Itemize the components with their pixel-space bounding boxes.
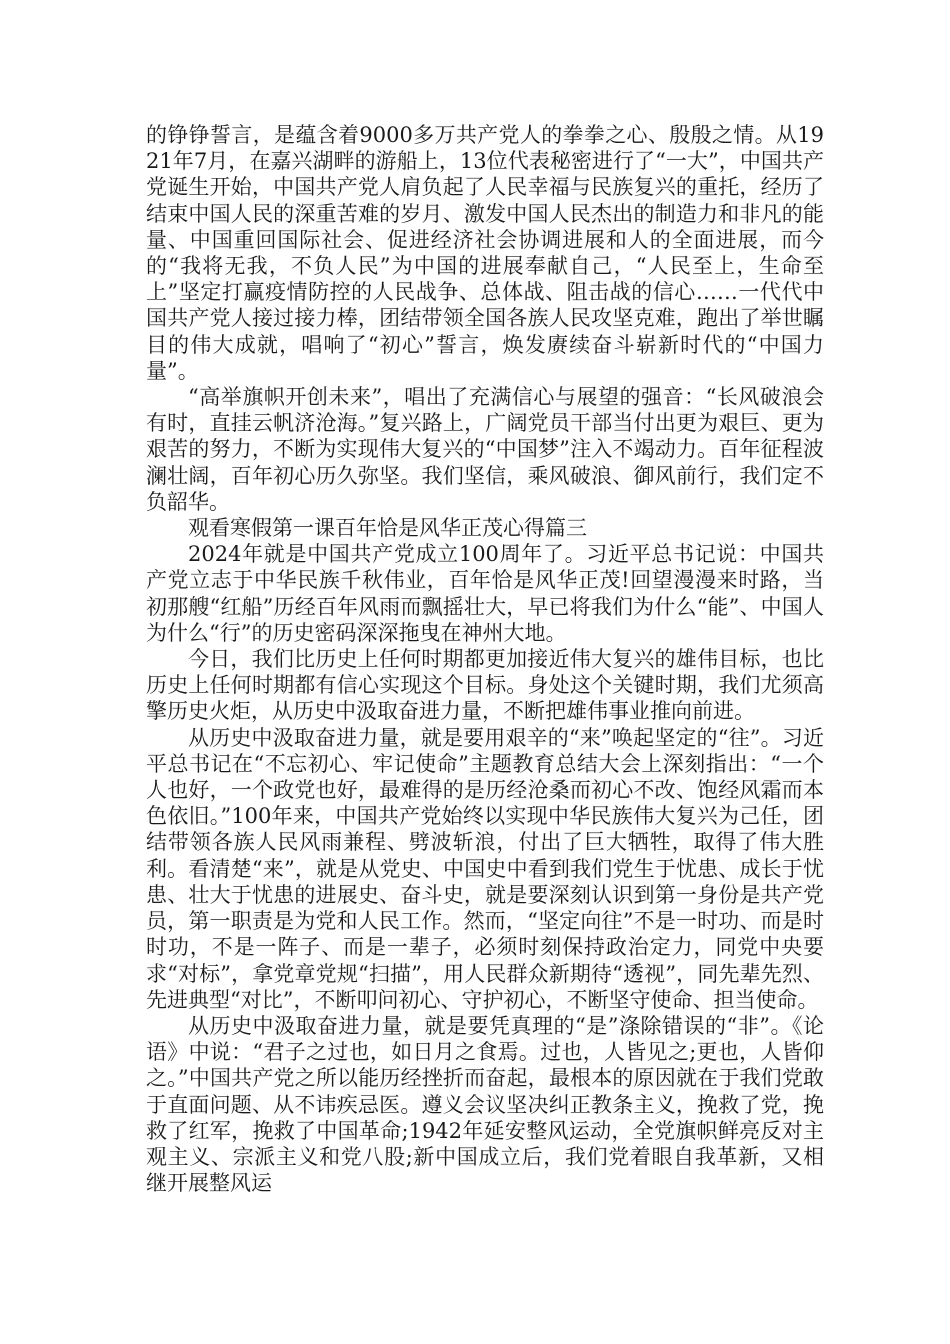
section-heading: 观看寒假第一课百年恰是风华正茂心得篇三 <box>188 516 587 541</box>
document-page <box>146 122 824 1196</box>
paragraph-history-come-go: 从历史中汲取奋进力量，就是要用艰辛的“来”唤起坚定的“往”。习近平总书记在“不忘初心、牢记使命”主题教育总结大会上深刻指出：“一个人也好，一个政党也好，最难得的是历经沧桑而初心不改、饱经风霜而本色依旧。”100年来，中国共产党始终以实现中华民族伟大复兴为己任，团结带领各族人民风雨兼程、劈波斩浪，付出了巨大牺牲，取得了伟大胜利。看清楚“来”，就是从党史、中国史中看到我们党生于忧患、成长于忧患、壮大于忧患的进展史、奋斗史，就是要深刻认识到第一身份是共产党员，第一职责是为党和人民工作。然而，“坚定向往”不是一时功、而是时时功，不是一阵子、而是一辈子，必须时刻保持政治定力，同党中央要求“对标”，拿党章党规“扫描”，用人民群众新期待“透视”，同先辈先烈、先进典型“对比”，不断叩问初心、守护初心，不断坚守使命、担当使命。 <box>146 725 824 1012</box>
paragraph-history-right-wrong: 从历史中汲取奋进力量，就是要凭真理的“是”涤除错误的“非”。《论语》中说：“君子之过也，如日月之食焉。过也，人皆见之;更也，人皆仰之。”中国共产党之所以能历经挫折而奋起，最根本的原因就在于我们党敢于直面问题、从不讳疾忌医。遵义会议坚决纠正教条主义，挽救了党，挽救了红军，挽救了中国革命;1942年延安整风运动，全党旗帜鲜亮反对主观主义、宗派主义和党八股;新中国成立后，我们党着眼自我革新，又相继开展整风运 <box>146 1013 824 1196</box>
paragraph-continuation: 的铮铮誓言，是蕴含着9000多万共产党人的拳拳之心、殷殷之情。从1921年7月，在嘉兴湖畔的游船上，13位代表秘密进行了“一大”，中国共产党诞生开始，中国共产党人肩负起了人民幸福与民族复兴的重托，经历了结束中国人民的深重苦难的岁月、激发中国人民杰出的制造力和非凡的能量、中国重回国际社会、促进经济社会协调进展和人的全面进展，而今的“我将无我，不负人民”为中国的进展奉献自己，“人民至上，生命至上”坚定打赢疫情防控的人民战争、总体战、阻击战的信心……一代代中国共产党人接过接力棒，团结带领全国各族人民攻坚克难，跑出了举世瞩目的伟大成就，唱响了“初心”誓言，焕发赓续奋斗崭新时代的“中国力量”。 <box>146 123 824 383</box>
paragraph-banner-hope: “高举旗帜开创未来”，唱出了充满信心与展望的强音：“长风破浪会有时，直挂云帆济沧海。”复兴路上，广阔党员干部当付出更为艰巨、更为艰苦的努力，不断为实现伟大复兴的“中国梦”注入不竭动力。百年征程波澜壮阔，百年初心历久弥坚。我们坚信，乘风破浪、御风前行，我们定不负韶华。 <box>146 385 824 514</box>
paragraph-centenary: 2024年就是中国共产党成立100周年了。习近平总书记说：中国共产党立志于中华民族千秋伟业，百年恰是风华正茂!回望漫漫来时路，当初那艘“红船”历经百年风雨而飘摇壮大，早已将我们为什么“能”、中国人为什么“行”的历史密码深深拖曳在神州大地。 <box>146 542 824 645</box>
paragraph-today: 今日，我们比历史上任何时期都更加接近伟大复兴的雄伟目标，也比历史上任何时期都有信心实现这个目标。身处这个关键时期，我们尤须高擎历史火炬，从历史中汲取奋进力量，不断把雄伟事业推向前进。 <box>146 647 824 724</box>
